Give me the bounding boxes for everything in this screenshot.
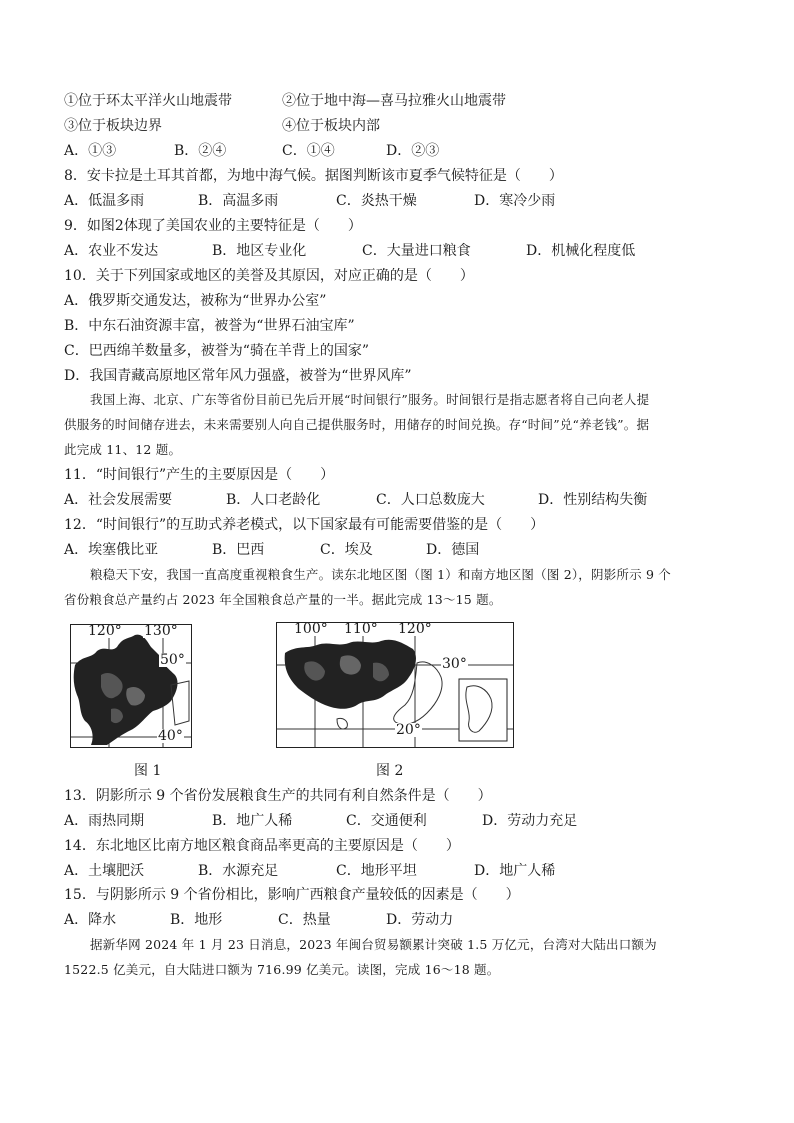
- q7-option-a: A．①③: [64, 143, 117, 159]
- q14-option-d: D．地广人稀: [474, 863, 556, 879]
- q8-option-a: A．低温多雨: [64, 193, 145, 209]
- q12-option-a: A．埃塞俄比亚: [64, 542, 159, 558]
- q13-option-c: C．交通便利: [346, 813, 427, 829]
- q10-stem: 10．关于下列国家或地区的美誉及其原因，对应正确的是（ ）: [64, 268, 474, 284]
- q13-option-d: D．劳动力充足: [482, 813, 578, 829]
- passage-time-bank-line-3: 此完成 11、12 题。: [64, 442, 182, 457]
- map1-lon-120-label: 120°: [88, 624, 122, 639]
- q10-option-a: A．俄罗斯交通发达，被称为“世界办公室”: [64, 293, 327, 309]
- q11-option-a: A．社会发展需要: [64, 492, 173, 508]
- q10-option-b: B．中东石油资源丰富，被誉为“世界石油宝库”: [64, 318, 355, 334]
- map2-caption: 图 2: [376, 763, 404, 779]
- passage-trade-line-1: 据新华网 2024 年 1 月 23 日消息，2023 年闽台贸易额累计突破 1.5 万亿元，台湾对大陆出口额为: [90, 937, 657, 952]
- q8-option-d: D．寒冷少雨: [474, 193, 556, 209]
- map2-lon-120-label: 120°: [398, 622, 432, 637]
- q14-option-a: A．土壤肥沃: [64, 863, 145, 879]
- q15-option-c: C．热量: [278, 912, 331, 928]
- q10-option-c: C．巴西绵羊数量多，被誉为“骑在羊背上的国家”: [64, 343, 370, 359]
- map1-caption: 图 1: [134, 763, 162, 779]
- q11-option-d: D．性别结构失衡: [538, 492, 648, 508]
- q13-stem: 13．阴影所示 9 个省份发展粮食生产的共同有利自然条件是（ ）: [64, 788, 492, 804]
- q12-stem: 12．“时间银行”的互助式养老模式，以下国家最有可能需要借鉴的是（ ）: [64, 517, 545, 533]
- q10-option-d: D．我国青藏高原地区常年风力强盛，被誉为“世界风库”: [64, 368, 412, 384]
- q7-option-d: D．②③: [386, 143, 440, 159]
- q7-option-c: C．①④: [282, 143, 335, 159]
- q11-option-c: C．人口总数庞大: [376, 492, 485, 508]
- q8-option-c: C．炎热干燥: [336, 193, 417, 209]
- q8-option-b: B．高温多雨: [198, 193, 279, 209]
- q12-option-d: D．德国: [426, 542, 480, 558]
- q14-option-b: B．水源充足: [198, 863, 279, 879]
- q9-stem: 9．如图2体现了美国农业的主要特征是（ ）: [64, 218, 362, 234]
- q13-option-b: B．地广人稀: [212, 813, 293, 829]
- passage-trade-line-2: 1522.5 亿美元，自大陆进口额为 716.99 亿美元。读图，完成 16～18 题。: [64, 962, 500, 977]
- q8-stem: 8．安卡拉是土耳其首都，为地中海气候。据图判断该市夏季气候特征是（ ）: [64, 168, 563, 184]
- map2-lat-20-label: 20°: [396, 722, 421, 738]
- passage-grain-line-2: 省份粮食总产量约占 2023 年全国粮食总产量的一半。据此完成 13～15 题。: [64, 592, 502, 607]
- map-northeast-china: [70, 624, 192, 748]
- q7-statement-3: ③位于板块边界: [64, 118, 162, 134]
- map1-lat-40-label: 40°: [158, 728, 183, 744]
- q11-option-b: B．人口老龄化: [226, 492, 321, 508]
- q13-option-a: A．雨热同期: [64, 813, 145, 829]
- q12-option-c: C．埃及: [320, 542, 373, 558]
- q9-option-d: D．机械化程度低: [526, 243, 636, 259]
- q15-option-d: D．劳动力: [386, 912, 454, 928]
- q7-option-b: B．②④: [174, 143, 227, 159]
- map2-lon-110-label: 110°: [344, 622, 378, 637]
- q15-stem: 15．与阴影所示 9 个省份相比，影响广西粮食产量较低的因素是（ ）: [64, 887, 520, 903]
- map1-lat-50-label: 50°: [160, 652, 185, 668]
- map2-lon-100-label: 100°: [294, 622, 328, 637]
- q9-option-c: C．大量进口粮食: [362, 243, 471, 259]
- q9-option-b: B．地区专业化: [212, 243, 307, 259]
- q15-option-b: B．地形: [170, 912, 223, 928]
- q12-option-b: B．巴西: [212, 542, 265, 558]
- q11-stem: 11．“时间银行”产生的主要原因是（ ）: [64, 467, 335, 483]
- q14-stem: 14．东北地区比南方地区粮食商品率更高的主要原因是（ ）: [64, 838, 460, 854]
- map2-lat-30-label: 30°: [442, 656, 467, 672]
- q15-option-a: A．降水: [64, 912, 117, 928]
- q7-statement-4: ④位于板块内部: [282, 118, 380, 134]
- q7-statement-1: ①位于环太平洋火山地震带: [64, 93, 232, 109]
- passage-time-bank-line-2: 供服务的时间储存进去，未来需要别人向自己提供服务时，用储存的时间兑换。存“时间”兑“养老钱”。据: [64, 417, 650, 432]
- passage-grain-line-1: 粮稳天下安，我国一直高度重视粮食生产。读东北地区图（图 1）和南方地区图（图 2），阴影所示 9 个: [90, 567, 672, 582]
- passage-time-bank-line-1: 我国上海、北京、广东等省份目前已先后开展“时间银行”服务。时间银行是指志愿者将自己向老人提: [90, 392, 650, 407]
- q9-option-a: A．农业不发达: [64, 243, 159, 259]
- q7-statement-2: ②位于地中海—喜马拉雅火山地震带: [282, 93, 506, 109]
- q14-option-c: C．地形平坦: [336, 863, 417, 879]
- map1-lon-130-label: 130°: [144, 624, 178, 639]
- map-southern-china: [276, 622, 514, 748]
